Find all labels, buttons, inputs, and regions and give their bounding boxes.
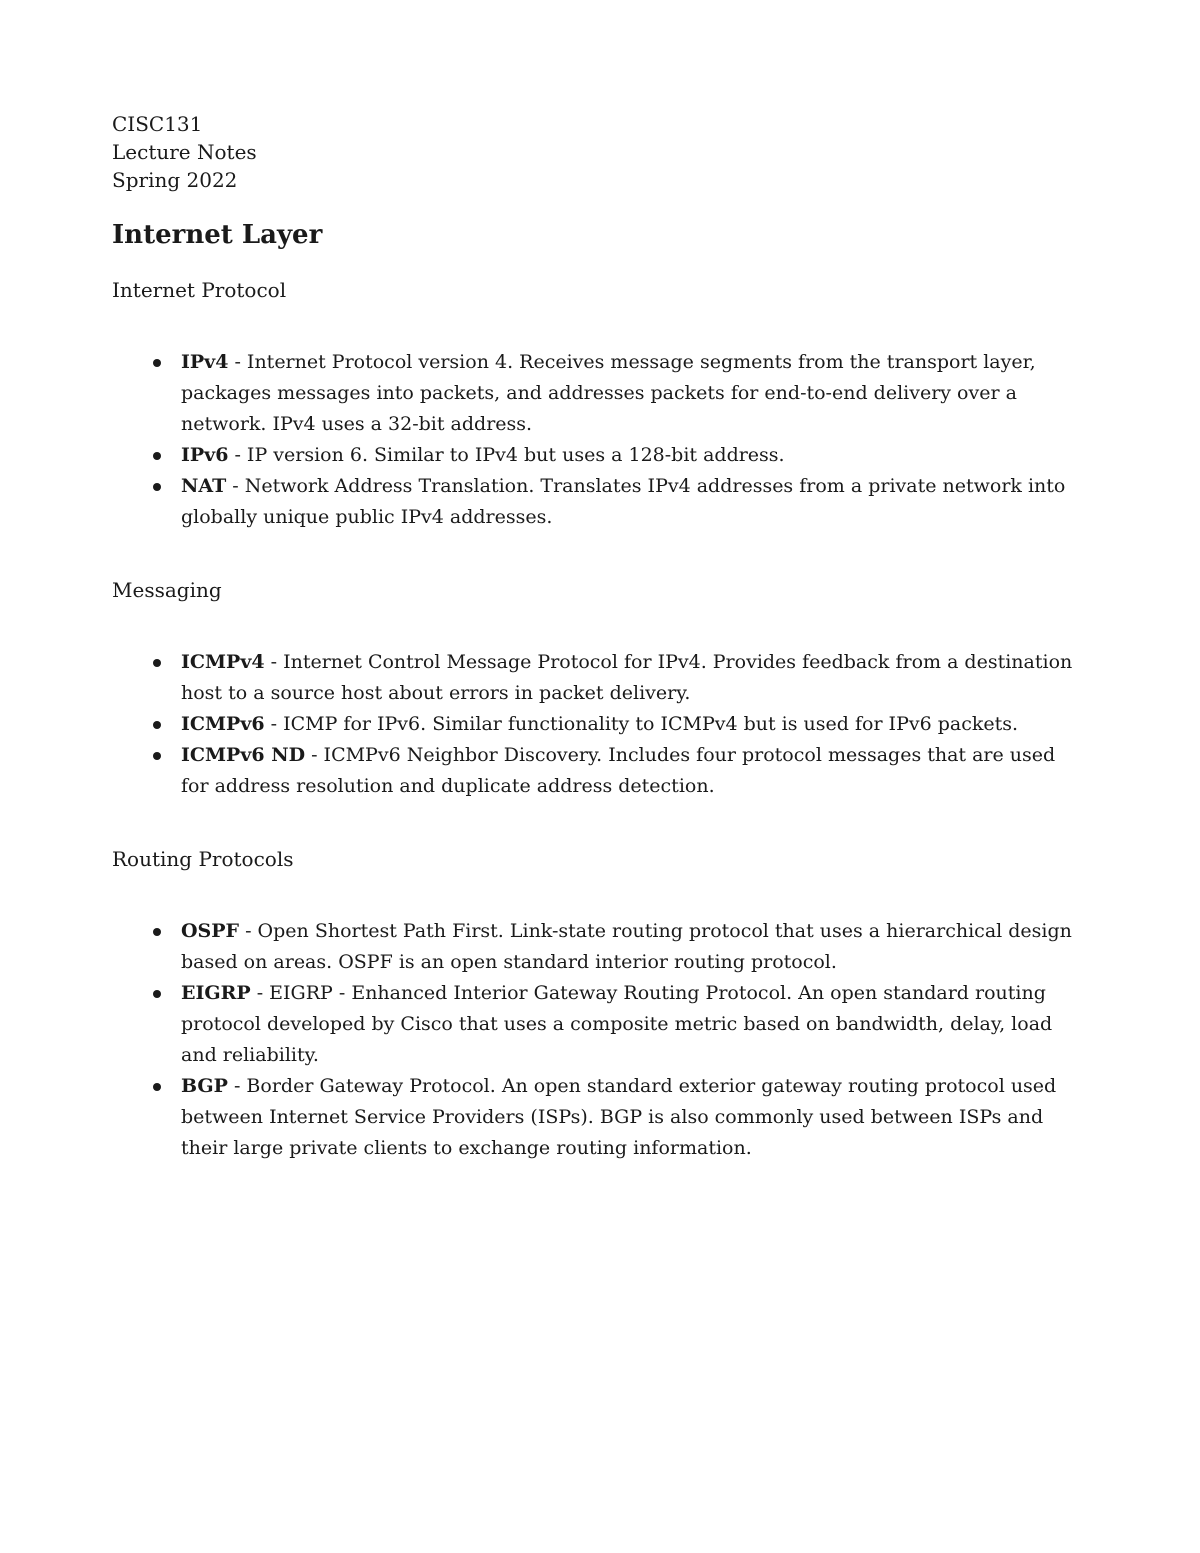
bullet-icon: [153, 659, 161, 667]
bullet-icon: [153, 721, 161, 729]
bullet-icon: [153, 928, 161, 936]
section-heading-internet-protocol: Internet Protocol: [112, 278, 287, 302]
term-label: NAT: [181, 475, 227, 497]
bullet-icon: [153, 990, 161, 998]
term-description: - EIGRP - Enhanced Interior Gateway Routing Protocol. An open standard routing protocol developed by Cisco that uses a composite metric based on bandwidth, delay, load and reliability.: [181, 982, 1053, 1066]
term-description: - Internet Protocol version 4. Receives message segments from the transport layer, packages messages into packets, and addresses packets for end-to-end delivery over a network. IPv4 uses a 32-bit address.: [181, 351, 1036, 435]
term-description: - ICMP for IPv6. Similar functionality to ICMPv4 but is used for IPv6 packets.: [264, 713, 1019, 735]
term-description: - Border Gateway Protocol. An open standard exterior gateway routing protocol used between Internet Service Providers (ISPs). BGP is also commonly used between ISPs and their large private clients to exchange routing information.: [181, 1075, 1057, 1159]
course-code: CISC131: [112, 112, 203, 136]
term-label: OSPF: [181, 920, 240, 942]
list-item: [112, 1071, 1087, 1164]
list-item: [112, 440, 1087, 471]
document-type: Lecture Notes: [112, 140, 257, 164]
list-item: [112, 916, 1087, 978]
list-item: [112, 740, 1087, 802]
term-label: IPv6: [181, 444, 229, 466]
term-description: - ICMPv6 Neighbor Discovery. Includes four protocol messages that are used for address resolution and duplicate address detection.: [181, 744, 1056, 797]
internet-protocol-list: [112, 347, 1087, 533]
term-description: - Internet Control Message Protocol for IPv4. Provides feedback from a destination host to a source host about errors in packet delivery.: [181, 651, 1073, 704]
page-title: Internet Layer: [112, 220, 323, 250]
term-description: - Network Address Translation. Translates IPv4 addresses from a private network into globally unique public IPv4 addresses.: [181, 475, 1066, 528]
list-item: [112, 347, 1087, 440]
list-item: [112, 709, 1087, 740]
term-label: EIGRP: [181, 982, 251, 1004]
bullet-icon: [153, 483, 161, 491]
term-description: - Open Shortest Path First. Link-state routing protocol that uses a hierarchical design based on areas. OSPF is an open standard interior routing protocol.: [181, 920, 1072, 973]
bullet-icon: [153, 359, 161, 367]
list-item: [112, 647, 1087, 709]
term-label: BGP: [181, 1075, 228, 1097]
document-page: [112, 110, 1087, 1164]
term-label: IPv4: [181, 351, 229, 373]
section-heading-messaging: Messaging: [112, 578, 222, 602]
term-label: ICMPv6 ND: [181, 744, 306, 766]
section-heading-routing-protocols: Routing Protocols: [112, 847, 294, 871]
messaging-list: [112, 647, 1087, 802]
list-item: [112, 471, 1087, 533]
term-label: ICMPv4: [181, 651, 265, 673]
bullet-icon: [153, 1083, 161, 1091]
list-item: [112, 978, 1087, 1071]
bullet-icon: [153, 452, 161, 460]
routing-protocols-list: [112, 916, 1087, 1164]
semester: Spring 2022: [112, 168, 238, 192]
bullet-icon: [153, 752, 161, 760]
term-description: - IP version 6. Similar to IPv4 but uses a 128-bit address.: [228, 444, 785, 466]
term-label: ICMPv6: [181, 713, 265, 735]
